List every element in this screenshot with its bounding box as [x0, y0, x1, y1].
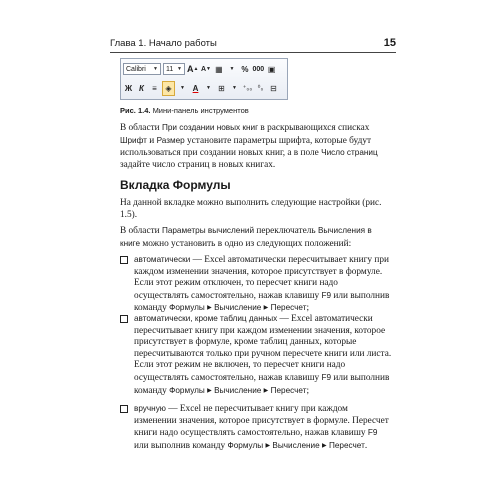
text: ;: [306, 303, 310, 314]
text: и: [146, 135, 157, 146]
text: — Excel автоматически пересчитывает книгу при каждом изменении значения, которое присутствует в формуле, кроме таблиц данных, которые пересчитываются только при ручном пересчете книги или листа. Если этот режим не включен, то пересчет книги надо осуществлять самостоятельно, нажав клавишу: [134, 314, 392, 383]
item-term: автоматически: [134, 255, 191, 264]
thousands-separator-button[interactable]: 000: [252, 65, 265, 73]
font-size-combo[interactable]: [163, 63, 185, 75]
figure-caption: [120, 106, 249, 115]
mini-toolbar-figure: [120, 58, 288, 100]
menu-path: Формулы: [227, 440, 264, 450]
menu-path: Формулы: [169, 303, 205, 313]
paragraph-calc-options: [120, 225, 390, 250]
caption-label: Рис. 1.4.: [120, 106, 151, 115]
text: задайте число страниц в новых книгах.: [120, 159, 276, 170]
key-name: F9: [321, 372, 332, 382]
menu-path: Вычисление: [214, 303, 262, 313]
chevron-down-icon: ▼: [177, 66, 182, 72]
menu-path: Вычисление: [214, 385, 262, 395]
paragraph-intro: На данной вкладке можно выполнить следующие настройки (рис. 1.5).: [120, 198, 382, 220]
menu-path: Пересчет: [328, 440, 365, 450]
item-term: вручную: [134, 404, 166, 413]
ui-term: Число страниц: [321, 148, 378, 158]
bullet-box-icon: [120, 405, 128, 413]
align-center-icon[interactable]: ≡: [152, 83, 157, 93]
fill-color-icon[interactable]: ◈: [162, 81, 175, 96]
dropdown-arrow-icon[interactable]: ▼: [180, 85, 185, 91]
text: или выполнив команду: [134, 290, 390, 314]
running-header: [110, 38, 396, 53]
list-item-auto-except-tables: [120, 313, 392, 397]
toolbar-row-2: [123, 80, 279, 96]
font-color-icon[interactable]: A: [192, 83, 199, 93]
bullet-box-icon: [120, 315, 128, 323]
list-item-auto: [120, 254, 392, 315]
ui-term: Вычисления в книге: [120, 226, 372, 248]
menu-path: Пересчет: [270, 303, 307, 313]
chevron-down-icon: ▼: [153, 66, 158, 72]
text: — Excel не пересчитывает книгу при каждом изменении значения, которое присутствует в формуле. Пересчет книги надо осуществлять самостоятельно, нажав клавишу: [134, 404, 389, 439]
ui-term: Размер: [156, 135, 185, 145]
dropdown-arrow-icon[interactable]: ▼: [232, 85, 237, 91]
toolbar-row-1: [123, 61, 277, 77]
decrease-decimal-icon[interactable]: ⁰₀: [257, 85, 264, 92]
bold-button[interactable]: Ж: [124, 83, 133, 93]
menu-path: Формулы: [169, 385, 205, 395]
paragraph-new-books: [120, 122, 390, 171]
format-cells-icon[interactable]: ▣: [267, 64, 276, 74]
text: В области: [120, 123, 162, 133]
ui-term: Параметры вычислений: [161, 226, 255, 235]
triangle-right-icon: ▶: [207, 305, 212, 312]
shrink-font-glyph: A: [200, 65, 206, 73]
shrink-font-icon[interactable]: A ▼: [200, 65, 211, 73]
font-name-combo[interactable]: [123, 63, 161, 75]
chapter-title: Глава 1. Начало работы: [110, 38, 217, 49]
text: установите параметры шрифта, которые будут использоваться при создании новых книг, а в поле: [120, 135, 372, 159]
text: можно установить в одно из следующих положений:: [140, 238, 352, 249]
text: переключатель: [254, 226, 318, 236]
page-number: 15: [383, 37, 396, 49]
triangle-right-icon: ▶: [207, 387, 212, 394]
triangle-right-icon: ▶: [263, 305, 269, 312]
text: или выполнив команду: [134, 440, 228, 451]
text: В области: [120, 226, 162, 236]
ui-term: При создании новых книг: [161, 123, 259, 132]
dropdown-arrow-icon[interactable]: ▼: [229, 66, 235, 72]
borders-icon[interactable]: ⊞: [218, 83, 225, 93]
bullet-box-icon: [120, 256, 128, 264]
key-name: F9: [367, 428, 378, 438]
grow-font-glyph: A: [187, 64, 194, 74]
text: в раскрывающихся списках: [258, 123, 370, 133]
font-size-value: 11: [166, 65, 174, 73]
triangle-right-icon: ▶: [263, 387, 269, 394]
format-painter-icon[interactable]: ▦: [215, 64, 223, 74]
triangle-right-icon: ▶: [265, 442, 271, 449]
section-heading: Вкладка Формулы: [120, 178, 231, 192]
text: .: [364, 440, 368, 451]
item-term: автоматически, кроме таблиц данных: [134, 314, 278, 323]
menu-path: Вычисление: [272, 440, 320, 450]
ui-term: Шрифт: [120, 135, 147, 145]
italic-button[interactable]: К: [139, 83, 144, 93]
list-item-manual: [120, 403, 392, 452]
menu-path: Пересчет: [270, 385, 307, 395]
text: ;: [306, 385, 310, 396]
grow-font-icon[interactable]: A ▲: [187, 64, 199, 74]
text: или выполнив команду: [134, 372, 390, 396]
merge-cells-icon[interactable]: ⊟: [270, 83, 277, 93]
font-name-value: Calibri: [126, 65, 146, 73]
caption-text: Мини-панель инструментов: [152, 106, 249, 115]
key-name: F9: [321, 290, 332, 300]
dropdown-arrow-icon[interactable]: ▼: [206, 85, 211, 91]
triangle-right-icon: ▶: [322, 442, 327, 449]
percent-style-button[interactable]: %: [241, 64, 249, 74]
increase-decimal-icon[interactable]: ⁺₀₀: [242, 85, 253, 92]
text: — Excel автоматически пересчитывает книгу при каждом изменении значения, которое присутствует в формуле. Если этот режим отключен, то пересчет книги надо осуществлять самостоятельно, нажав клавишу: [134, 255, 389, 301]
